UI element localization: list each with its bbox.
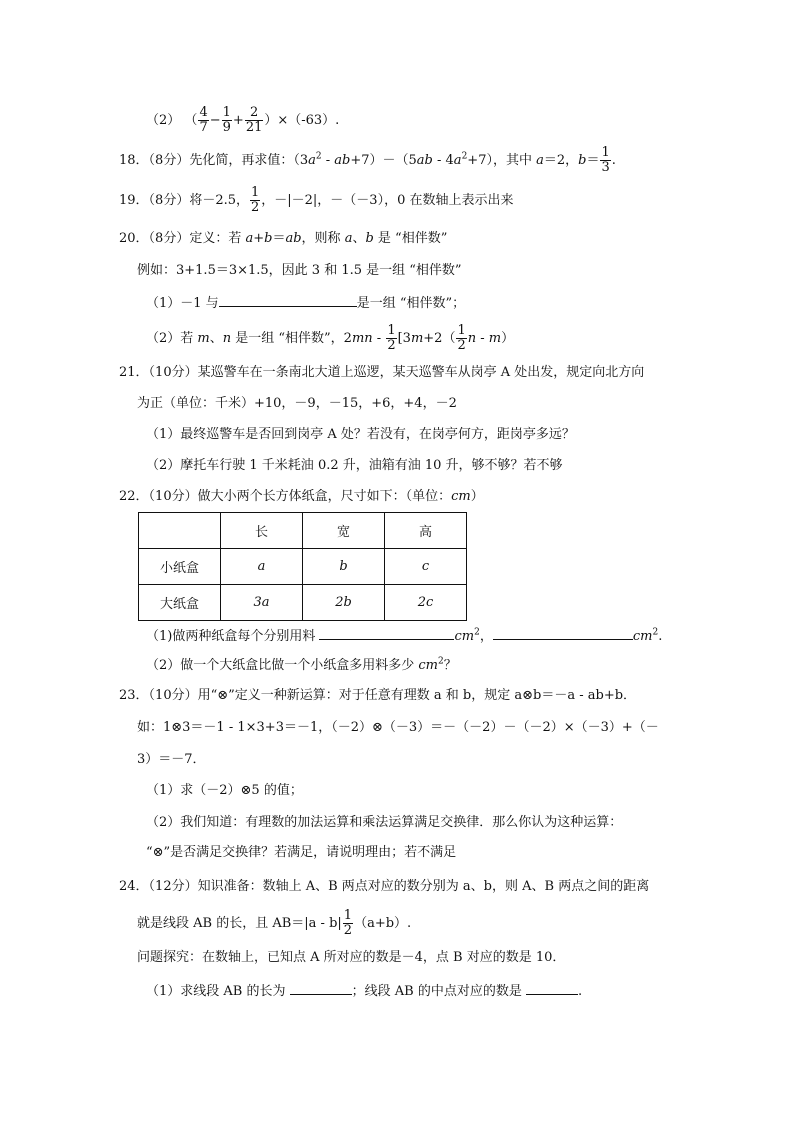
unit: cm <box>632 629 653 644</box>
text: ， <box>479 629 493 644</box>
q23-line3: 3）＝－7． <box>137 752 206 767</box>
table-header-cell: 宽 <box>303 513 385 549</box>
table-cell: 小纸盒 <box>139 549 221 585</box>
exponent: 2 <box>652 627 659 638</box>
operator: + <box>232 113 244 128</box>
numerator: 1 <box>251 185 260 200</box>
text: 是一组 “相伴数”； <box>356 296 466 311</box>
var: b <box>264 231 273 246</box>
var: n <box>222 331 232 346</box>
answer-blank[interactable] <box>219 292 357 307</box>
text: +2（ <box>423 331 456 346</box>
q17-part2 <box>146 106 339 135</box>
var: a <box>308 153 316 168</box>
q22-part2 <box>146 656 457 676</box>
text: ？ <box>443 658 457 673</box>
var: b <box>365 231 374 246</box>
var: ab <box>285 231 302 246</box>
text: . <box>577 984 583 999</box>
answer-blank[interactable] <box>526 980 578 995</box>
var: ab <box>416 153 433 168</box>
table-cell: b <box>303 549 385 585</box>
var: b <box>578 153 587 168</box>
exponent: 2 <box>461 151 468 162</box>
op: - <box>321 153 335 168</box>
q23-line1: 23．（10分）用“⊗”定义一种新运算：对于任意有理数 a 和 b，规定 a⊗b＝－a - ab+b． <box>119 688 637 703</box>
op: +7），其中 <box>467 153 537 168</box>
table-row <box>139 549 467 585</box>
denominator: 21 <box>245 120 263 135</box>
text: 22．（10分）做大小两个长方体纸盒，尺寸如下：（单位： <box>119 489 452 504</box>
q23-part2: （2）我们知道：有理数的加法运算和乘法运算满足交换律．那么你认为这种运算： <box>146 815 623 830</box>
fraction <box>456 324 466 353</box>
var: ab <box>334 153 351 168</box>
operator: − <box>209 113 221 128</box>
q19-head: 19．（8分）将－2.5， <box>119 193 249 208</box>
q19-tail: ，－|－2|，－（－3），0 在数轴上表示出来 <box>261 193 514 208</box>
table-row <box>139 585 467 621</box>
question-18 <box>119 146 616 175</box>
fraction <box>222 106 232 135</box>
q20-part1 <box>146 292 465 314</box>
denominator: 2 <box>251 200 260 215</box>
unit: cm <box>451 489 471 504</box>
var: a <box>245 231 254 246</box>
q20-example: 例如：3+1.5＝3×1.5，因此 3 和 1.5 是一组 “相伴数” <box>137 263 462 278</box>
table-header-row <box>139 513 467 549</box>
var: m <box>410 331 424 346</box>
exponent: 2 <box>315 151 322 162</box>
var: a <box>536 153 544 168</box>
table-cell: 2b <box>303 585 385 621</box>
fraction <box>343 909 353 938</box>
text: ） <box>470 489 484 504</box>
q23-part1: （1）求（－2）⊗5 的值； <box>146 783 303 798</box>
fraction <box>386 324 396 353</box>
answer-blank[interactable] <box>290 980 352 995</box>
exponent: 2 <box>438 656 444 667</box>
exponent: 2 <box>474 627 480 638</box>
paren: （ <box>184 113 198 128</box>
period: . <box>611 153 616 168</box>
var: n <box>467 331 477 346</box>
table-cell: 3a <box>221 585 303 621</box>
q23-part2b: “⊗”是否满足交换律？若满足，请说明理由；若不满足 <box>146 845 457 860</box>
numerator: 1 <box>343 908 353 923</box>
table-cell: 2c <box>385 585 467 621</box>
op: ＝ <box>586 153 600 168</box>
q24-explore: 问题探究：在数轴上，已知点 A 所对应的数是－4，点 B 对应的数是 10． <box>137 950 566 965</box>
op: - <box>476 331 489 346</box>
denominator: 2 <box>387 338 396 353</box>
q22-head <box>119 487 484 507</box>
text: ，则称 <box>301 231 345 246</box>
op: ＝2， <box>543 153 579 168</box>
text: [3 <box>397 331 411 346</box>
op: + <box>253 231 265 246</box>
numerator: 1 <box>457 323 466 338</box>
text: ；线段 AB 的中点对应的数是 <box>351 984 522 999</box>
op: +7）－（5 <box>350 153 417 168</box>
fraction <box>198 106 208 135</box>
q21-part2: （2）摩托车行驶 1 千米耗油 0.2 升，油箱有油 10 升，够不够？若不够 <box>146 458 563 473</box>
q23-line2: 如：1⊗3＝－1 - 1×3+3＝－1，（－2）⊗（－3）＝－（－2）－（－2）×（－3）+（－ <box>137 720 659 735</box>
text: 、 <box>352 231 366 246</box>
q21-part1: （1）最终巡警车是否回到岗亭 A 处？若没有，在岗亭何方，距岗亭多远？ <box>146 427 575 442</box>
table-header-cell: 长 <box>221 513 303 549</box>
q20-part2 <box>146 324 514 353</box>
fraction <box>250 186 260 215</box>
table-cell: 大纸盒 <box>139 585 221 621</box>
op: - 4 <box>432 153 454 168</box>
unit: cm <box>454 629 475 644</box>
op: - <box>372 331 386 346</box>
q20-head: 20．（8分）定义：若 <box>119 231 246 246</box>
q24-line2 <box>137 909 411 938</box>
numerator: 2 <box>245 106 264 121</box>
answer-blank[interactable] <box>319 625 454 640</box>
denominator: 3 <box>601 160 610 175</box>
part-label: （2）若 <box>146 331 198 346</box>
text: 、 <box>209 331 223 346</box>
q22-part1 <box>146 625 662 647</box>
expression-tail: ）×（-63）. <box>264 113 340 128</box>
part-label: （2） <box>146 113 181 128</box>
fraction <box>600 146 610 175</box>
var: a <box>344 231 353 246</box>
text: 就是线段 AB 的长，且 AB＝|a - b| <box>137 916 342 931</box>
q21-line2: 为正（单位：千米）+10，－9，－15，+6，+4，－2 <box>137 396 457 411</box>
table-cell: a <box>221 549 303 585</box>
fraction <box>245 106 264 135</box>
q21-line1: 21．（10分）某巡警车在一条南北大道上巡逻，某天巡警车从岗亭 A 处出发，规定向北方向 <box>119 365 645 380</box>
table-cell: c <box>385 549 467 585</box>
q18-head: 18．（8分）先化简，再求值：（3 <box>119 153 309 168</box>
numerator: 1 <box>222 105 231 120</box>
denominator: 2 <box>343 923 353 938</box>
answer-blank[interactable] <box>493 625 633 640</box>
text: 是 “相伴数” <box>373 231 448 246</box>
unit: cm <box>418 658 439 673</box>
part-label: （1）求线段 AB 的长为 <box>146 984 286 999</box>
denominator: 7 <box>199 120 208 135</box>
q24-line1: 24．（12分）知识准备：数轴上 A、B 两点对应的数分别为 a、b，则 A、B 两点之间的距离 <box>119 879 650 894</box>
table-header-cell <box>139 513 221 549</box>
part-label: （1)做两种纸盒每个分别用料 <box>146 629 316 644</box>
denominator: 2 <box>457 338 466 353</box>
question-20 <box>119 229 447 249</box>
op: ＝ <box>272 231 286 246</box>
text: 是一组 “相伴数”，2 <box>231 331 352 346</box>
text: . <box>658 629 663 644</box>
var: a <box>453 153 462 168</box>
question-19 <box>119 186 514 215</box>
denominator: 9 <box>222 120 231 135</box>
numerator: 1 <box>387 323 396 338</box>
numerator: 1 <box>601 145 610 160</box>
table-header-cell: 高 <box>385 513 467 549</box>
var: m <box>197 331 210 346</box>
part-label: （1）－1 与 <box>146 296 219 311</box>
text: （a+b）. <box>354 916 412 931</box>
text: ） <box>501 331 515 346</box>
part-label: （2）做一个大纸盒比做一个小纸盒多用料多少 <box>146 658 419 673</box>
dimensions-table <box>138 512 467 621</box>
var: m <box>488 331 502 346</box>
var: mn <box>351 331 373 346</box>
numerator: 4 <box>199 105 208 120</box>
q24-part1 <box>146 980 582 1002</box>
